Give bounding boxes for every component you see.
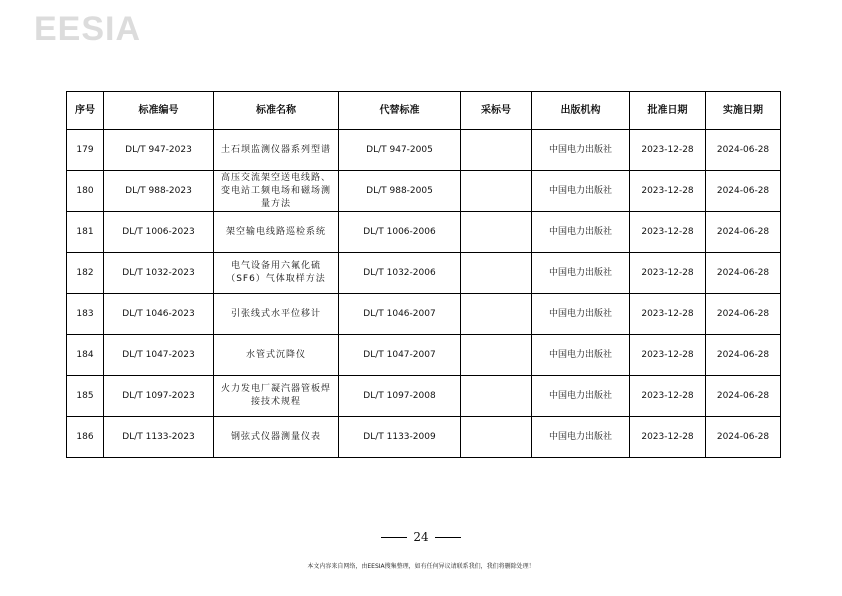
cell-seq: 182 bbox=[67, 253, 104, 294]
cell-approved: 2023-12-28 bbox=[630, 417, 706, 458]
cell-adopt bbox=[461, 294, 532, 335]
cell-code: DL/T 1047-2023 bbox=[104, 335, 214, 376]
cell-seq: 185 bbox=[67, 376, 104, 417]
cell-publisher: 中国电力出版社 bbox=[532, 376, 630, 417]
cell-seq: 180 bbox=[67, 171, 104, 212]
cell-replaces: DL/T 988-2005 bbox=[339, 171, 461, 212]
cell-name: 高压交流架空送电线路、变电站工频电场和磁场测量方法 bbox=[214, 171, 339, 212]
cell-replaces: DL/T 1046-2007 bbox=[339, 294, 461, 335]
dash-left bbox=[381, 537, 407, 538]
cell-effective: 2024-06-28 bbox=[706, 130, 781, 171]
cell-adopt bbox=[461, 130, 532, 171]
cell-replaces: DL/T 1047-2007 bbox=[339, 335, 461, 376]
cell-code: DL/T 1032-2023 bbox=[104, 253, 214, 294]
cell-publisher: 中国电力出版社 bbox=[532, 335, 630, 376]
cell-adopt bbox=[461, 417, 532, 458]
cell-approved: 2023-12-28 bbox=[630, 171, 706, 212]
table-row bbox=[67, 294, 781, 335]
table-row bbox=[67, 335, 781, 376]
cell-replaces: DL/T 947-2005 bbox=[339, 130, 461, 171]
cell-replaces: DL/T 1133-2009 bbox=[339, 417, 461, 458]
cell-replaces: DL/T 1006-2006 bbox=[339, 212, 461, 253]
cell-code: DL/T 1133-2023 bbox=[104, 417, 214, 458]
header-effective: 实施日期 bbox=[706, 92, 781, 130]
cell-approved: 2023-12-28 bbox=[630, 335, 706, 376]
eesia-logo: EESIA bbox=[34, 10, 142, 48]
cell-name: 水管式沉降仪 bbox=[214, 335, 339, 376]
header-publisher: 出版机构 bbox=[532, 92, 630, 130]
cell-name: 火力发电厂凝汽器管板焊接技术规程 bbox=[214, 376, 339, 417]
cell-approved: 2023-12-28 bbox=[630, 212, 706, 253]
cell-seq: 179 bbox=[67, 130, 104, 171]
header-name: 标准名称 bbox=[214, 92, 339, 130]
cell-effective: 2024-06-28 bbox=[706, 212, 781, 253]
cell-publisher: 中国电力出版社 bbox=[532, 212, 630, 253]
cell-effective: 2024-06-28 bbox=[706, 171, 781, 212]
table-row bbox=[67, 417, 781, 458]
page-number-value: 24 bbox=[413, 530, 429, 544]
table-row bbox=[67, 376, 781, 417]
dash-right bbox=[435, 537, 461, 538]
cell-adopt bbox=[461, 253, 532, 294]
cell-adopt bbox=[461, 212, 532, 253]
cell-code: DL/T 988-2023 bbox=[104, 171, 214, 212]
footer-note: 本文内容来自网络，由EESIA搜集整理，如有任何异议请联系我们，我们将删除处理！ bbox=[307, 563, 535, 570]
cell-name: 电气设备用六氟化硫（SF6）气体取样方法 bbox=[214, 253, 339, 294]
cell-name: 土石坝监测仪器系列型谱 bbox=[214, 130, 339, 171]
cell-seq: 184 bbox=[67, 335, 104, 376]
cell-publisher: 中国电力出版社 bbox=[532, 130, 630, 171]
cell-effective: 2024-06-28 bbox=[706, 253, 781, 294]
cell-publisher: 中国电力出版社 bbox=[532, 253, 630, 294]
table-header-row bbox=[67, 92, 781, 130]
cell-effective: 2024-06-28 bbox=[706, 417, 781, 458]
cell-publisher: 中国电力出版社 bbox=[532, 417, 630, 458]
cell-name: 钢弦式仪器测量仪表 bbox=[214, 417, 339, 458]
cell-approved: 2023-12-28 bbox=[630, 130, 706, 171]
cell-publisher: 中国电力出版社 bbox=[532, 294, 630, 335]
cell-name: 引张线式水平位移计 bbox=[214, 294, 339, 335]
cell-seq: 186 bbox=[67, 417, 104, 458]
cell-name: 架空输电线路巡检系统 bbox=[214, 212, 339, 253]
header-seq: 序号 bbox=[67, 92, 104, 130]
cell-code: DL/T 1006-2023 bbox=[104, 212, 214, 253]
header-code: 标准编号 bbox=[104, 92, 214, 130]
cell-adopt bbox=[461, 335, 532, 376]
cell-effective: 2024-06-28 bbox=[706, 335, 781, 376]
cell-code: DL/T 947-2023 bbox=[104, 130, 214, 171]
header-adopt: 采标号 bbox=[461, 92, 532, 130]
table-row bbox=[67, 171, 781, 212]
cell-approved: 2023-12-28 bbox=[630, 376, 706, 417]
cell-code: DL/T 1046-2023 bbox=[104, 294, 214, 335]
header-replaces: 代替标准 bbox=[339, 92, 461, 130]
cell-effective: 2024-06-28 bbox=[706, 294, 781, 335]
cell-approved: 2023-12-28 bbox=[630, 253, 706, 294]
cell-effective: 2024-06-28 bbox=[706, 376, 781, 417]
table-row bbox=[67, 253, 781, 294]
cell-adopt bbox=[461, 171, 532, 212]
cell-code: DL/T 1097-2023 bbox=[104, 376, 214, 417]
cell-replaces: DL/T 1097-2008 bbox=[339, 376, 461, 417]
cell-publisher: 中国电力出版社 bbox=[532, 171, 630, 212]
cell-approved: 2023-12-28 bbox=[630, 294, 706, 335]
table-row bbox=[67, 130, 781, 171]
cell-replaces: DL/T 1032-2006 bbox=[339, 253, 461, 294]
header-approved: 批准日期 bbox=[630, 92, 706, 130]
cell-seq: 183 bbox=[67, 294, 104, 335]
page-number bbox=[0, 530, 842, 544]
standards-table bbox=[66, 91, 781, 458]
cell-adopt bbox=[461, 376, 532, 417]
cell-seq: 181 bbox=[67, 212, 104, 253]
table-row bbox=[67, 212, 781, 253]
